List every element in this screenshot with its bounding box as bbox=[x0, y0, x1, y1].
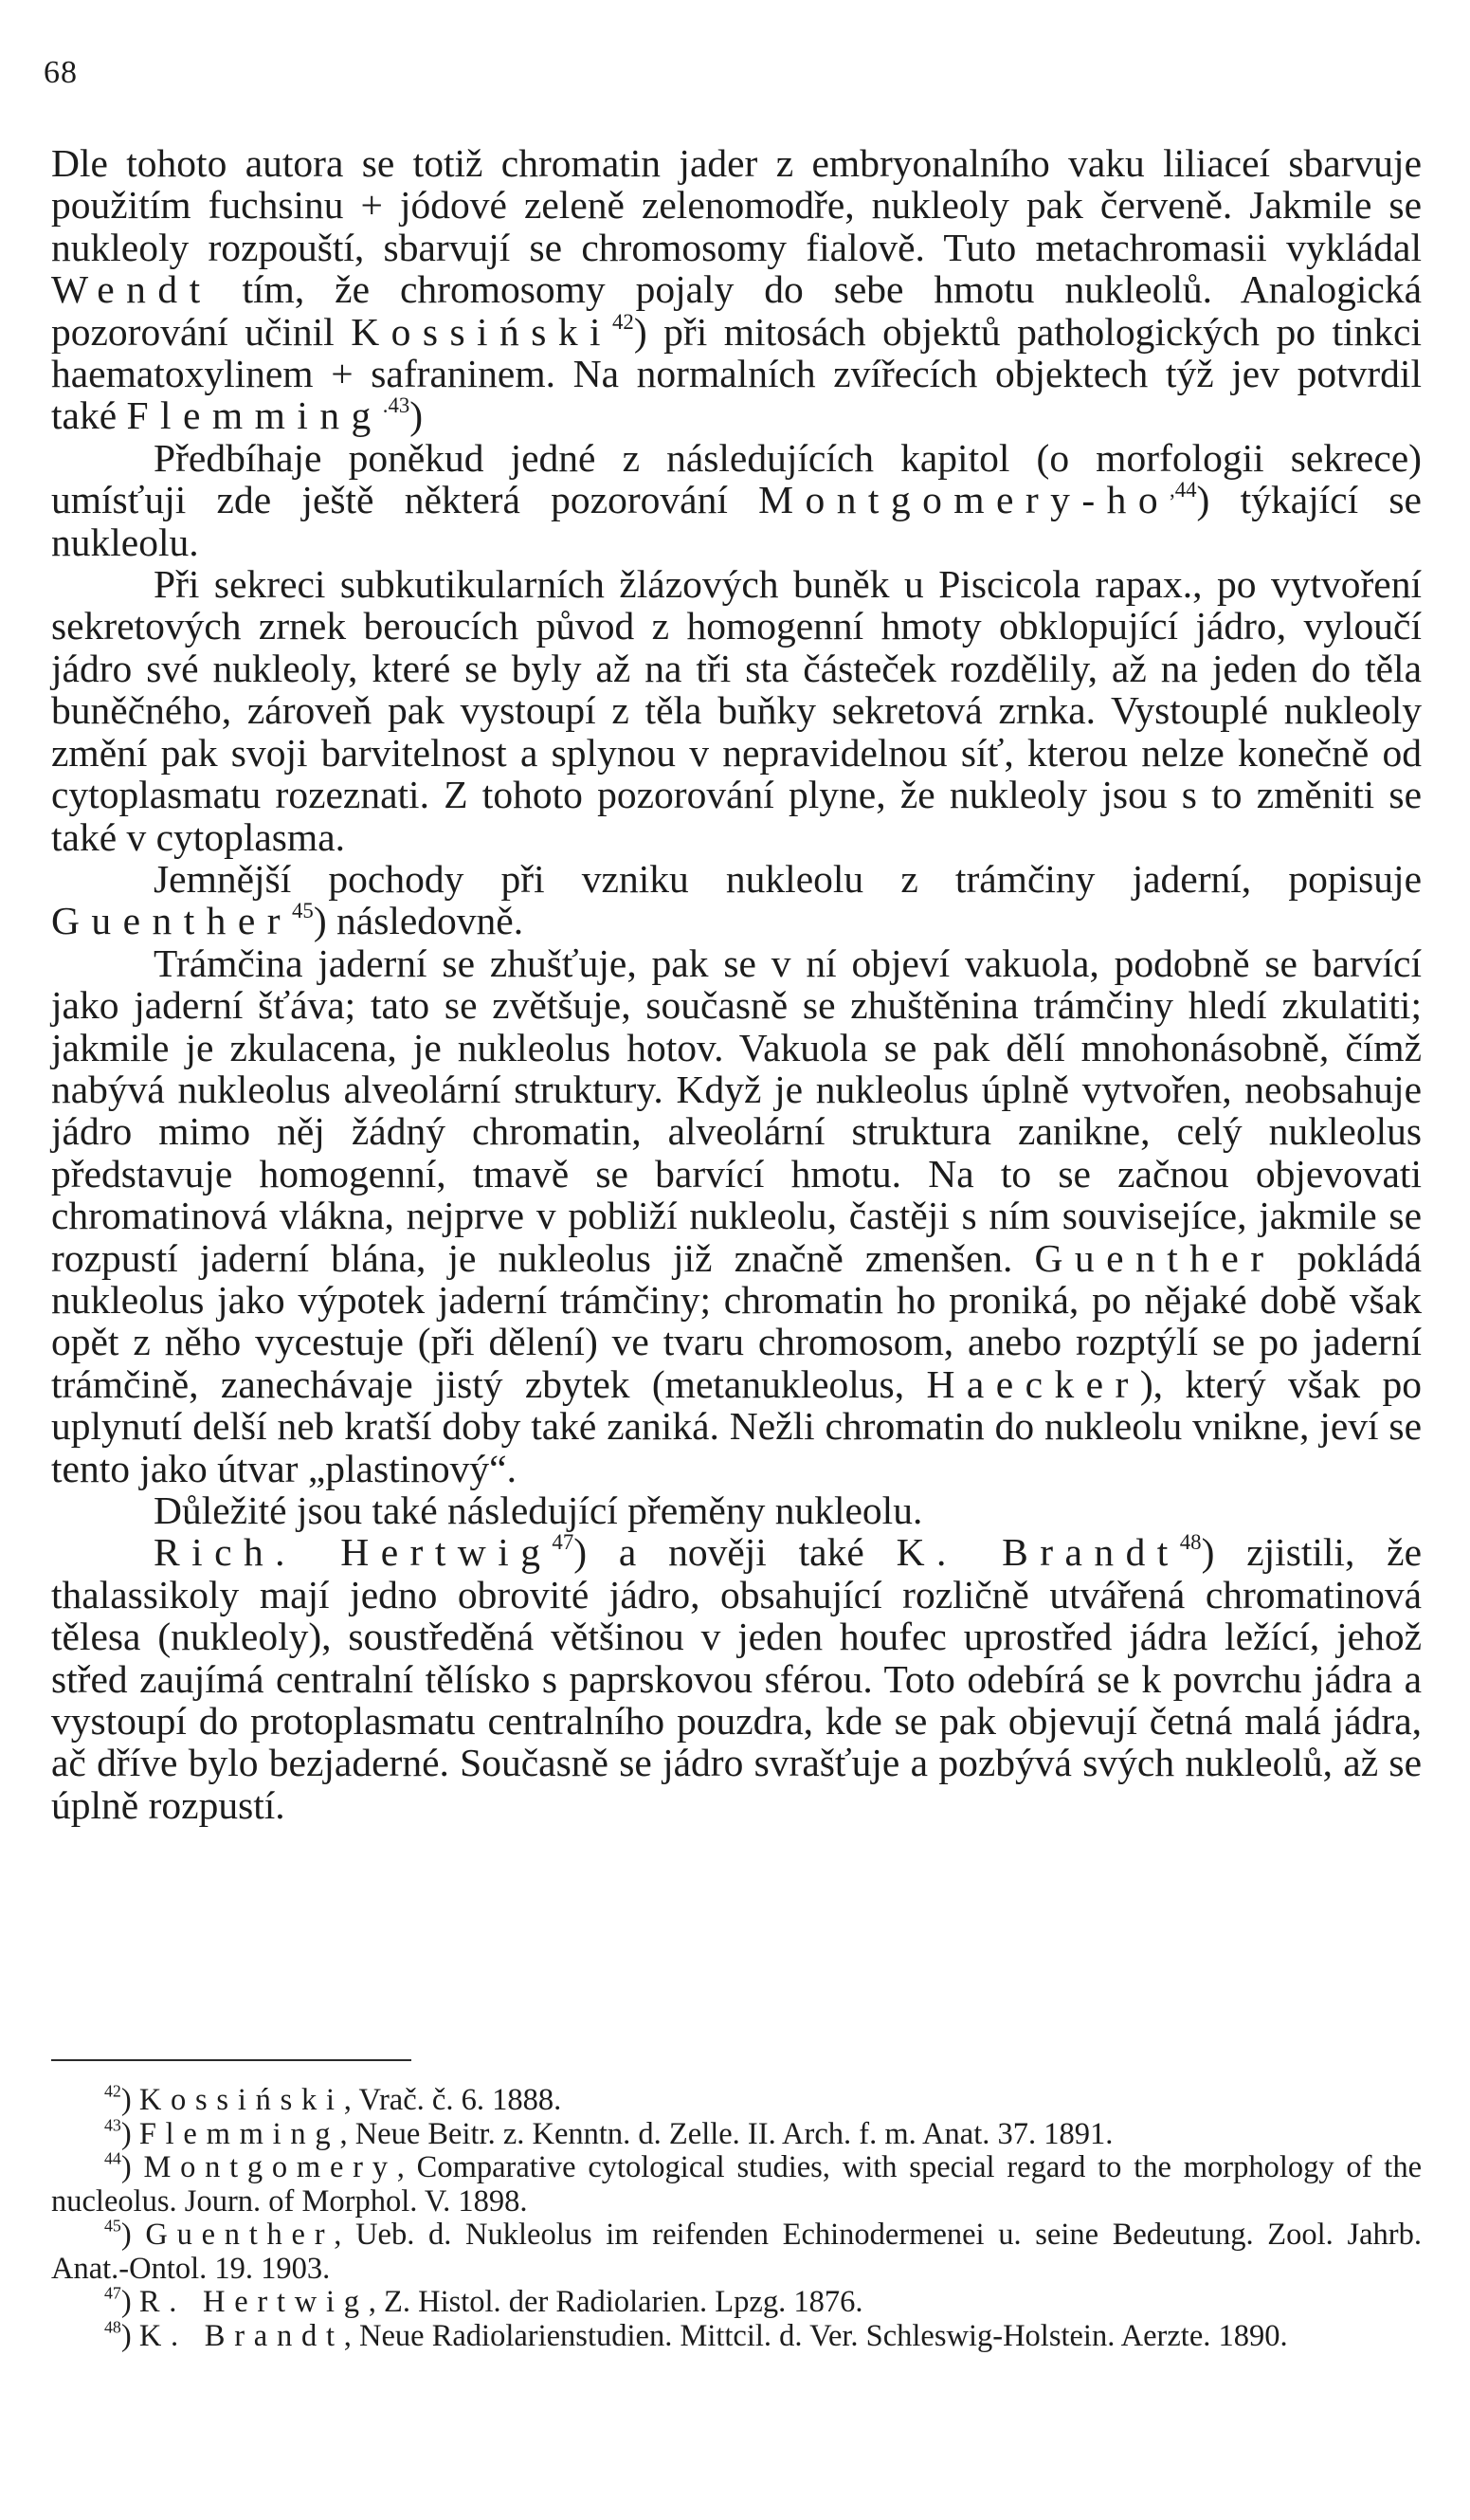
text-run: ) a nověji také bbox=[573, 1530, 897, 1575]
paragraph bbox=[51, 858, 1422, 942]
author-name: Guenther bbox=[145, 2218, 335, 2252]
body-text bbox=[51, 142, 1422, 1826]
text-run: ) bbox=[120, 2116, 139, 2151]
text-run: ) bbox=[120, 2150, 144, 2184]
text-run: ) následovně. bbox=[313, 899, 524, 943]
footnote bbox=[51, 2317, 1422, 2354]
text-run: , Vrač. č. 6. 1888. bbox=[343, 2083, 562, 2117]
footnote-ref: 45 bbox=[104, 2216, 121, 2236]
paragraph bbox=[51, 1531, 1422, 1826]
author-name: Rich. Hertwig bbox=[154, 1530, 553, 1575]
author-name: Guenther bbox=[51, 899, 293, 943]
author-name: Flemming bbox=[126, 393, 383, 438]
text-run: ) při mitosách objektů pathologických po tinkci haematoxylinem + safraninem. Na normalních zvířecích objektech týž jev potvrdil také bbox=[51, 309, 1422, 438]
footnote-ref: 44 bbox=[104, 2148, 121, 2168]
text-run: Předbíhaje poněkud jedné z následujících kapitol (o morfologii sekrece) umísťuji zde ještě některá pozorování bbox=[51, 435, 1422, 522]
footnote-ref: 42 bbox=[612, 309, 634, 334]
text-run: , Z. Histol. der Radiolarien. Lpzg. 1876. bbox=[368, 2285, 863, 2319]
paragraph bbox=[51, 563, 1422, 858]
text-run: ) bbox=[120, 2218, 146, 2252]
footnote bbox=[51, 2283, 1422, 2320]
author-name: K. Brandt bbox=[138, 2318, 344, 2353]
text-run: ), který však po uplynutí delší neb kratší doby také zaniká. Nežli chromatin do nukleolu vnikne, jeví se tento jako útvar „plastinový“. bbox=[51, 1361, 1422, 1490]
author-name: Wendt bbox=[51, 267, 212, 312]
footnote-ref: 47 bbox=[552, 1530, 574, 1555]
footnote-ref: .43 bbox=[382, 393, 410, 418]
paragraph bbox=[51, 942, 1422, 1489]
text-run: ) bbox=[409, 393, 424, 438]
text-run: ) bbox=[120, 2285, 139, 2319]
author-name: R. Hertwig bbox=[138, 2285, 369, 2319]
text-run: ) týkající se nukleolu. bbox=[51, 478, 1422, 564]
footnote-ref: 42 bbox=[104, 2081, 121, 2101]
text-run: , Neue Beitr. z. Kenntn. d. Zelle. II. Arch. f. m. Anat. 37. 1891. bbox=[339, 2116, 1114, 2151]
text-run: Důležité jsou také následující přeměny nukleolu. bbox=[154, 1488, 923, 1532]
author-name: K. Brandt bbox=[896, 1530, 1180, 1575]
footnote bbox=[51, 2148, 1423, 2219]
author-name: Guenther bbox=[1034, 1235, 1276, 1280]
paragraph bbox=[51, 1489, 1422, 1531]
text-run: ) bbox=[120, 2083, 139, 2117]
text-run: Jemnější pochody při vzniku nukleolu z trámčiny jaderní, popisuje bbox=[154, 856, 1422, 901]
page-number: 68 bbox=[44, 55, 78, 90]
text-run: Při sekreci subkutikularních žlázových buněk u Piscicola rapax., po vytvoření sekretových zrnek beroucích původ z homogenní hmoty obklopující jádro, vyloučí jádro své nukleoly, které se byly až na tři sta částeček rozdělily, až na jeden do těla buněčného, zároveň pak vystoupí z těla buňky sekretová zrnka. Vystouplé nukleoly změní pak svoji barvitelnost a splynou v nepravidelnou síť, kterou nelze konečně od cytoplasmatu rozeznati. Z tohoto pozorování plyne, že nukleoly jsou s to změniti se také v cytoplasma. bbox=[51, 562, 1422, 859]
text-run: , Comparative cytological studies, with special regard to the morphology of the nucleolus. Journ. of Morphol. V. 1898. bbox=[51, 2150, 1423, 2219]
footnote-ref: 45 bbox=[292, 899, 314, 923]
footnotes bbox=[51, 2081, 1423, 2353]
footnote-ref: 47 bbox=[104, 2283, 121, 2303]
text-run: Dle tohoto autora se totiž chromatin jader z embryonalního vaku liliaceí sbarvuje použitím fuchsinu + jódové zeleně zelenomodře, nukleoly pak červeně. Jakmile se nukleoly rozpouští, sbarvují se chromosomy fialově. Tuto metachromasii vykládal bbox=[51, 141, 1422, 269]
text-run: , Ueb. d. Nukleolus im reifenden Echinodermenei u. seine Bedeutung. Zool. Jahrb. Anat.-Ontol. 19. 1903. bbox=[51, 2218, 1422, 2286]
author-name: Montgomery bbox=[143, 2150, 397, 2184]
text-run: , Neue Radiolarienstudien. Mittcil. d. Ver. Schleswig-Holstein. Aerzte. 1890. bbox=[343, 2318, 1288, 2353]
footnote bbox=[51, 2216, 1422, 2286]
author-name: Kossiński bbox=[138, 2083, 344, 2117]
footnote-ref: 48 bbox=[1179, 1530, 1202, 1555]
footnote-ref: 48 bbox=[104, 2317, 121, 2337]
text-run: pokládá nukleolus jako výpotek jaderní trámčiny; chromatin ho proniká, po nějaké době však opět z něho vycestuje (při dělení) ve tvaru chromosom, anebo rozptýlí se po jaderní trámčině, zanechávaje jistý zbytek (metanukleolus, bbox=[51, 1235, 1422, 1406]
footnote bbox=[51, 2115, 1422, 2152]
author-name: Montgomery-ho bbox=[758, 478, 1171, 522]
text-run: ) zjistili, že thalassikoly mají jedno obrovité jádro, obsahující rozličně utvářená chromatinová tělesa (nukleoly), soustředěná většinou v jeden houfec uprostřed jádra ležící, jehož střed zaujímá centralní tělísko s paprskovou sférou. Toto odebírá se k povrchu jádra a vystoupí do protoplasmatu centralního pouzdra, kde se pak objevují četná malá jádra, ač dříve bylo bezjaderné. Současně se jádro svrašťuje a pozbývá svých nukleolů, až se úplně rozpustí. bbox=[51, 1530, 1422, 1827]
text-run: ) bbox=[120, 2318, 139, 2353]
footnote-ref: 43 bbox=[104, 2115, 121, 2135]
author-name: Flemming bbox=[138, 2116, 340, 2151]
author-name: Haecker bbox=[926, 1361, 1140, 1406]
footnote bbox=[51, 2081, 1422, 2118]
footnote-ref: ,44 bbox=[1170, 478, 1197, 502]
footnote-rule bbox=[51, 2059, 411, 2061]
author-name: Kossiński bbox=[351, 309, 613, 354]
text-run: Trámčina jaderní se zhušťuje, pak se v ní objeví vakuola, podobně se barvící jako jaderní šťáva; tato se zvětšuje, současně se zhuštěnina trámčiny hledí zkulatiti; jakmile je zkulacena, je nukleolus hotov. Vakuola se pak dělí mnohonásobně, čímž nabývá nukleolus alveolární struktury. Když je nukleolus úplně vytvořen, neobsahuje jádro mimo něj žádný chromatin, alveolární struktura zanikne, celý nukleolus představuje homogenní, tmavě se barvící hmotu. Na to se začnou objevovati chromatinová vlákna, nejprve v pobliží nukleolu, častěji s ním souvisejíce, jakmile se rozpustí jaderní blána, je nukleolus již značně zmenšen. bbox=[51, 940, 1422, 1280]
paragraph bbox=[51, 437, 1422, 563]
paragraph bbox=[51, 142, 1422, 437]
text-run: tím, že chromosomy pojaly do sebe hmotu nukleolů. Analogická pozorování učinil bbox=[51, 267, 1422, 354]
